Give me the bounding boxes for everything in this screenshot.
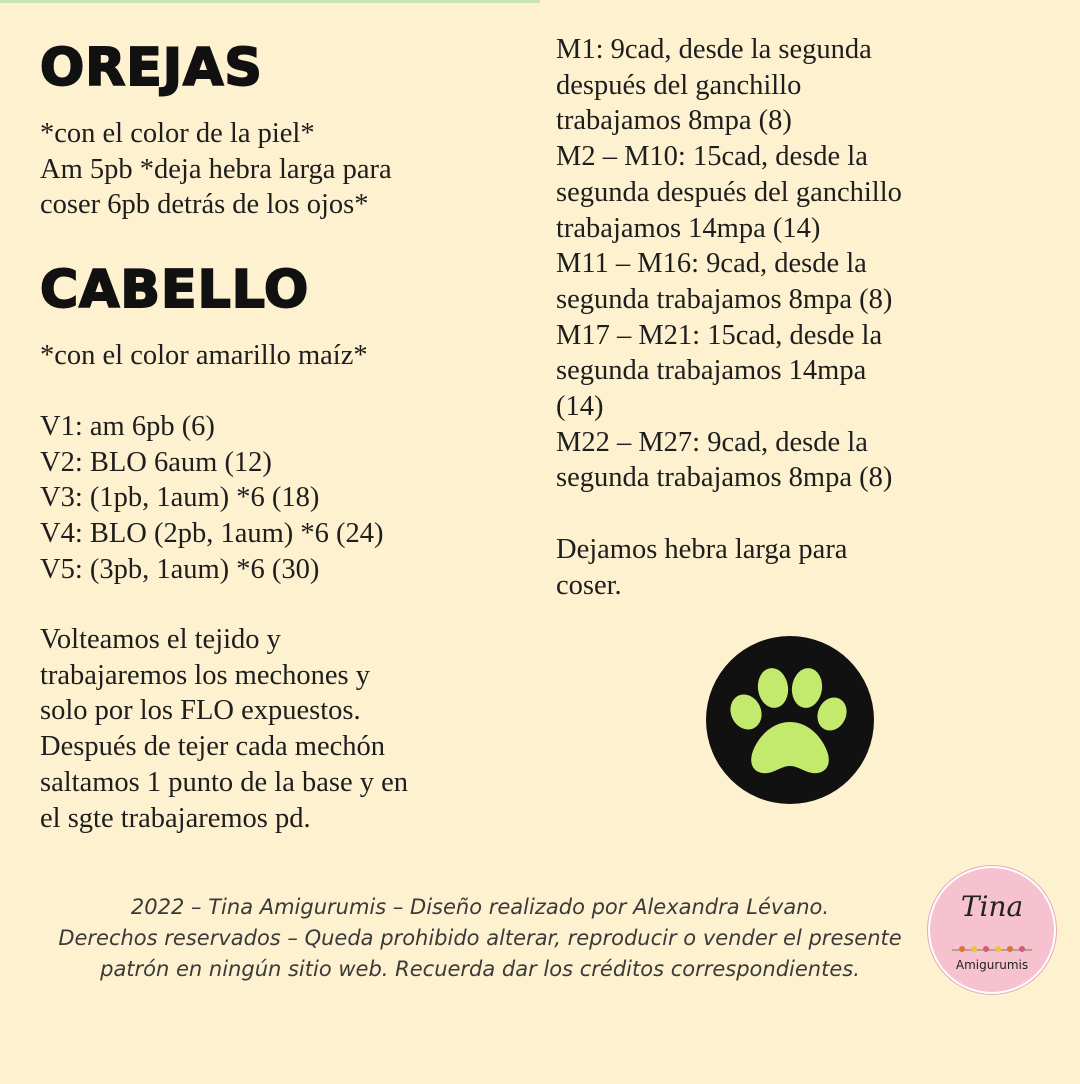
footer-line: patrón en ningún sitio web. Recuerda dar los créditos correspondientes.: [100, 957, 860, 981]
orejas-heading: OREJAS: [40, 38, 263, 98]
mechon-line: M11 – M16: 9cad, desde la: [556, 248, 867, 280]
round-line: V4: BLO (2pb, 1aum) *6 (24): [40, 518, 384, 550]
instruction-line: solo por los FLO expuestos.: [40, 695, 361, 727]
paw-toe: [755, 666, 790, 710]
round-line: V1: am 6pb (6): [40, 411, 215, 442]
mechon-line: (14): [556, 391, 604, 423]
mechon-line: segunda trabajamos 8mpa (8): [556, 283, 893, 315]
round-line: V2: BLO 6aum (12): [40, 446, 272, 478]
cabello-instructions: [40, 622, 408, 836]
round-line: V5: (3pb, 1aum) *6 (30): [40, 553, 320, 585]
instruction-line: Volteamos el tejido y: [40, 624, 281, 655]
instruction-line: saltamos 1 punto de la base y en: [40, 766, 409, 798]
closing-line: Dejamos hebra larga para: [556, 534, 848, 565]
logo-script-text: Tina: [960, 890, 1024, 923]
tina-amigurumis-logo: [928, 866, 1056, 994]
mechon-line: segunda trabajamos 8mpa (8): [556, 462, 893, 494]
closing-line: coser.: [556, 569, 622, 601]
top-accent-stripe: [0, 0, 540, 3]
instruction-line: Después de tejer cada mechón: [40, 731, 386, 763]
mechon-line: segunda después del ganchillo: [556, 176, 902, 208]
mechones-section: [556, 32, 902, 496]
cabello-rounds: [40, 409, 384, 588]
mechon-line: trabajamos 14mpa (14): [556, 212, 821, 244]
paw-print-svg: [706, 636, 874, 804]
mechon-line: M22 – M27: 9cad, desde la: [556, 426, 868, 458]
paw-toe: [789, 666, 824, 710]
orejas-line: coser 6pb detrás de los ojos*: [40, 189, 369, 221]
closing-note: [556, 532, 847, 603]
logo-word-text: Amigurumis: [955, 958, 1029, 972]
paw-pad: [751, 722, 829, 773]
mechon-line: segunda trabajamos 14mpa: [556, 355, 867, 387]
orejas-line: Am 5pb *deja hebra larga para: [40, 153, 392, 185]
orejas-section: [40, 116, 392, 223]
mechon-line: M1: 9cad, desde la segunda: [556, 34, 872, 65]
round-line: V3: (1pb, 1aum) *6 (18): [40, 482, 320, 514]
footer-line: 2022 – Tina Amigurumis – Diseño realizado por Alexandra Lévano.: [130, 895, 830, 919]
mechon-line: después del ganchillo: [556, 69, 802, 101]
footer-line: Derechos reservados – Queda prohibido alterar, reproducir o vender el presente: [58, 926, 902, 950]
instruction-line: el sgte trabajaremos pd.: [40, 802, 311, 834]
cabello-color-note: *con el color amarillo maíz*: [40, 340, 368, 371]
mechon-line: trabajamos 8mpa (8): [556, 105, 792, 137]
instruction-line: trabajaremos los mechones y: [40, 659, 371, 691]
mechon-line: M2 – M10: 15cad, desde la: [556, 141, 868, 173]
cabello-heading: CABELLO: [40, 260, 310, 320]
paw-print-icon: [706, 636, 874, 804]
flower-garland-icon: [952, 944, 1032, 954]
mechon-line: M17 – M21: 15cad, desde la: [556, 319, 883, 351]
footer-credits: [30, 892, 930, 985]
orejas-line: *con el color de la piel*: [40, 118, 315, 149]
